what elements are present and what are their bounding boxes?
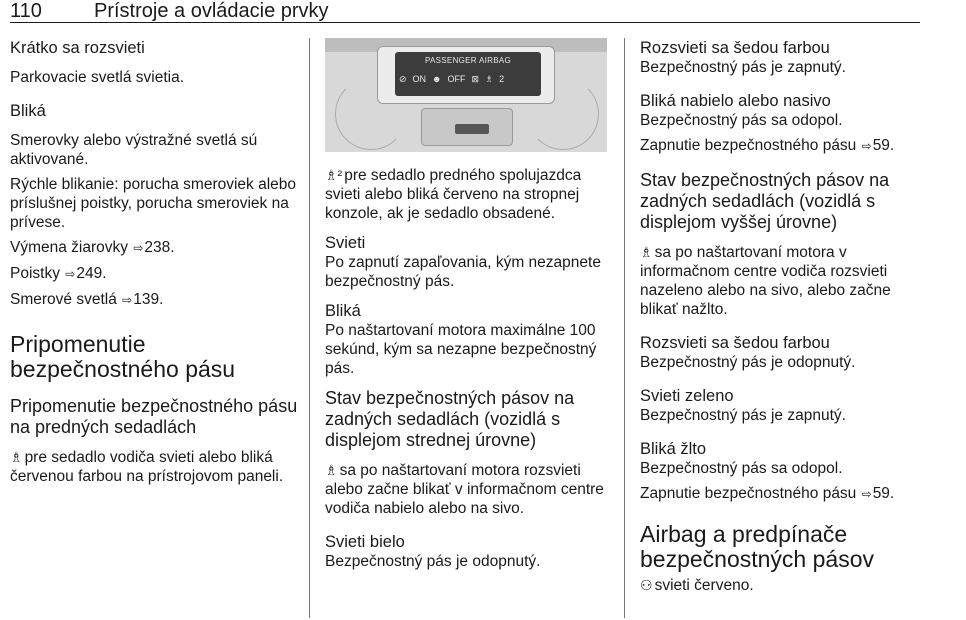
ref-text: Zapnutie bezpečnostného pásu (640, 137, 857, 154)
column-divider (309, 38, 310, 618)
text-rear-high (640, 243, 930, 319)
column-divider (624, 38, 625, 618)
heading-yellow: Bliká žlto (640, 440, 707, 458)
text-white: Bezpečnostný pás je odopnutý. (325, 553, 541, 570)
section-title-seatbelt-reminder: Pripomenutie bezpečnostného pásu (10, 331, 236, 382)
heading-grey: Rozsvieti sa šedou farbou (640, 39, 830, 57)
section-title-airbag: Airbag a predpínače bezpečnostných pásov (640, 521, 874, 572)
off-label: OFF (447, 74, 466, 84)
text-indicators: Smerovky alebo výstražné svetlá sú aktivované. (10, 132, 258, 168)
page-ref-arrow-icon: ⇨ (861, 487, 872, 501)
text-on: Po zapnutí zapaľovania, kým nezapnete bezpečnostný pás. (325, 254, 601, 290)
heading-white: Svieti bielo (325, 533, 405, 551)
page-ref-arrow-icon: ⇨ (133, 241, 144, 255)
ref-text: Poistky (10, 265, 60, 282)
passenger-icon: ☻ (432, 74, 442, 84)
passenger-airbag-console-illustration (325, 38, 607, 152)
page-title: Prístroje a ovládacie prvky (94, 0, 329, 22)
text-yellow: Bezpečnostný pás sa odopol. (640, 460, 843, 477)
column-middle (325, 38, 615, 571)
text-driver-seat (10, 448, 300, 486)
text-blink-white: Bezpečnostný pás sa odopol. (640, 112, 843, 129)
ref-fuses (10, 264, 300, 284)
text-driver-seat-content: pre sedadlo vodiča svieti alebo bliká červenou farbou na prístrojovom paneli. (10, 449, 284, 485)
ref-seatbelt-fasten-2 (640, 484, 930, 504)
on-label: ON (412, 74, 427, 84)
heading-grey-2: Rozsvieti sa šedou farbou (640, 334, 830, 352)
heading-green: Svieti zeleno (640, 387, 734, 405)
seatbelt-icon: ♗ (485, 74, 494, 84)
ref-turn-lights (10, 290, 300, 310)
ref-seatbelt-fasten (640, 136, 930, 156)
console-small-display (455, 124, 489, 134)
ref-text: Smerové svetlá (10, 291, 117, 308)
ref-page: 238. (144, 239, 175, 256)
text-rear-high-content: sa po naštartovaní motora v informačnom centre vodiča rozsvieti nazeleno alebo na sivo, alebo začne blikať nažlto. (640, 244, 891, 318)
ref-page: 59. (872, 137, 895, 154)
airbag-icon: ⊠ (471, 74, 480, 84)
seatbelt-icon: ♗ (640, 244, 653, 260)
page-ref-arrow-icon: ⇨ (122, 293, 133, 307)
text-airbag (640, 576, 930, 595)
airbag-warning-icon: ⚇ (640, 577, 653, 593)
airbag-status-display (395, 52, 541, 96)
page-ref-arrow-icon: ⇨ (861, 139, 872, 153)
ref-bulb-replacement (10, 238, 300, 258)
display-icons (399, 72, 537, 86)
page-number: 110 (10, 0, 42, 22)
heading-blink: Bliká (325, 302, 361, 320)
seatbelt-passenger-icon: ♗² (325, 167, 343, 183)
text-fast-blink: Rýchle blikanie: porucha smeroviek alebo príslušnej poistky, porucha smeroviek na prívese. (10, 176, 297, 231)
text-blink: Po naštartovaní motora maximálne 100 sekúnd, kým sa nezapne bezpečnostný pás. (325, 322, 597, 377)
heading-rear-seats-high-display: Stav bezpečnostných pásov na zadných sedadlách (vozidlá s displejom vyššej úrovne) (640, 170, 890, 232)
display-title: PASSENGER AIRBAG (424, 56, 511, 65)
heading-blink: Bliká (10, 102, 46, 120)
seatbelt-icon: ♗ (325, 462, 338, 478)
heading-front-seats: Pripomenutie bezpečnostného pásu na predných sedadlách (10, 396, 298, 437)
heading-rear-seats-mid-display: Stav bezpečnostných pásov na zadných sedadlách (vozidlá s displejom strednej úrovne) (325, 388, 575, 450)
ref-text: Výmena žiarovky (10, 239, 129, 256)
text-parking-lights: Parkovacie svetlá svietia. (10, 69, 185, 86)
seat-number: 2 (499, 74, 505, 84)
text-passenger-seat-content: pre sedadlo predného spolujazdca svieti alebo bliká červeno na stropnej konzole, ak je sedadlo obsadené. (325, 167, 582, 222)
ref-text: Zapnutie bezpečnostného pásu (640, 485, 857, 502)
text-green: Bezpečnostný pás je zapnutý. (640, 407, 846, 424)
text-rear-mid-content: sa po naštartovaní motora rozsvieti alebo začne blikať v informačnom centre vodiča nabielo alebo na sivo. (325, 462, 604, 517)
ref-page: 59. (872, 485, 895, 502)
text-airbag-content: svieti červeno. (654, 577, 754, 594)
seatbelt-icon: ♗ (10, 449, 23, 465)
airbag-off-crossed-icon: ⊘ (399, 74, 407, 84)
column-left (10, 38, 300, 486)
text-passenger-seat (325, 166, 615, 223)
page-header (10, 0, 920, 23)
text-grey-2: Bezpečnostný pás je odopnutý. (640, 354, 856, 371)
text-grey: Bezpečnostný pás je zapnutý. (640, 59, 846, 76)
heading-blink-white: Bliká nabielo alebo nasivo (640, 92, 831, 110)
ref-page: 249. (76, 265, 107, 282)
page-ref-arrow-icon: ⇨ (65, 267, 76, 281)
heading-on: Svieti (325, 234, 366, 252)
ref-page: 139. (133, 291, 164, 308)
column-right (640, 38, 930, 595)
text-rear-mid (325, 461, 615, 518)
heading-short-light: Krátko sa rozsvieti (10, 39, 145, 57)
